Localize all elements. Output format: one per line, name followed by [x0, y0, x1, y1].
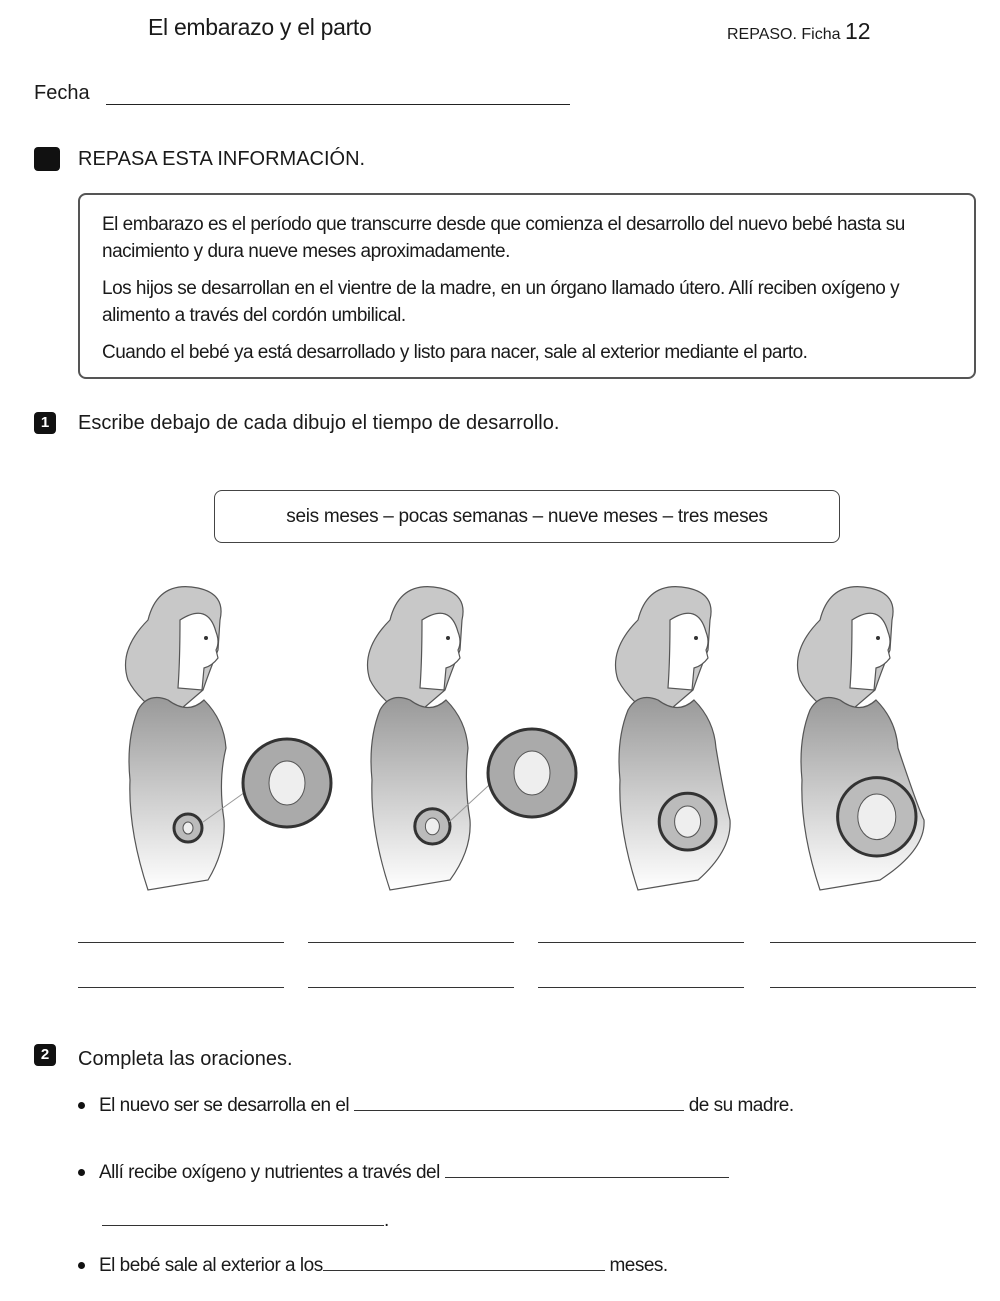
sentence-2-cont: [102, 1210, 389, 1232]
fetus-icon: [183, 822, 193, 834]
ficha-text: REPASO. Ficha: [727, 26, 841, 43]
answer-line-4b[interactable]: [770, 987, 976, 988]
fetus-icon: [858, 794, 896, 840]
info-paragraph: Los hijos se desarrollan en el vientre de la madre, en un órgano llamado útero. Allí reciben oxígeno y alimento a través del cordón umbilical.: [102, 278, 900, 326]
answer-line-2b[interactable]: [308, 987, 514, 988]
bullet-icon: [78, 1169, 85, 1176]
fecha-label: Fecha: [34, 82, 90, 104]
sentence-2: [78, 1162, 729, 1184]
info-heading: REPASA ESTA INFORMACIÓN.: [78, 148, 366, 170]
fecha-input[interactable]: [106, 104, 570, 105]
exercise-2-instruction: Completa las oraciones.: [78, 1048, 293, 1070]
ficha-number: 12: [844, 18, 871, 44]
pregnancy-stage-1-illustration: [108, 580, 348, 895]
blank-input-2b[interactable]: [102, 1225, 384, 1226]
sentence-text: .: [384, 1210, 389, 1231]
answer-line-1a[interactable]: [78, 942, 284, 943]
blank-input-1[interactable]: [354, 1110, 684, 1111]
info-paragraph: El embarazo es el período que transcurre desde que comienza el desarrollo del nuevo bebé hasta su nacimiento y dura nueve meses aproximadamente.: [102, 214, 905, 262]
answer-line-2a[interactable]: [308, 942, 514, 943]
pregnancy-stage-2-illustration: [350, 580, 590, 895]
answer-line-3b[interactable]: [538, 987, 744, 988]
fetus-icon: [675, 806, 701, 837]
ficha-label: [727, 18, 871, 45]
page-title: El embarazo y el parto: [148, 14, 372, 40]
sentence-text: Allí recibe oxígeno y nutrientes a través del: [99, 1162, 440, 1183]
sentence-1: [78, 1095, 794, 1117]
info-paragraph: Cuando el bebé ya está desarrollado y listo para nacer, sale al exterior mediante el parto.: [102, 342, 808, 363]
sentence-text: de su madre.: [688, 1095, 794, 1116]
info-box: [78, 193, 976, 379]
answer-line-4a[interactable]: [770, 942, 976, 943]
word-bank: seis meses – pocas semanas – nueve meses – tres meses: [214, 490, 840, 543]
sentence-text: meses.: [609, 1255, 668, 1276]
blank-input-3[interactable]: [323, 1270, 605, 1271]
sentence-text: El nuevo ser se desarrolla en el: [99, 1095, 350, 1116]
fetus-icon: [425, 818, 439, 835]
sentence-text: El bebé sale al exterior a los: [99, 1255, 323, 1276]
exercise-1-instruction: Escribe debajo de cada dibujo el tiempo de desarrollo.: [78, 412, 560, 434]
answer-line-1b[interactable]: [78, 987, 284, 988]
sentence-3: [78, 1255, 668, 1277]
blank-input-2a[interactable]: [445, 1177, 729, 1178]
exercise-1-badge: 1: [34, 412, 56, 434]
answer-line-3a[interactable]: [538, 942, 744, 943]
bullet-icon: [78, 1262, 85, 1269]
bullet-icon: [78, 1102, 85, 1109]
exercise-2-badge: 2: [34, 1044, 56, 1066]
section-marker-icon: [34, 147, 60, 171]
pregnancy-stage-4-illustration: [780, 580, 1000, 895]
